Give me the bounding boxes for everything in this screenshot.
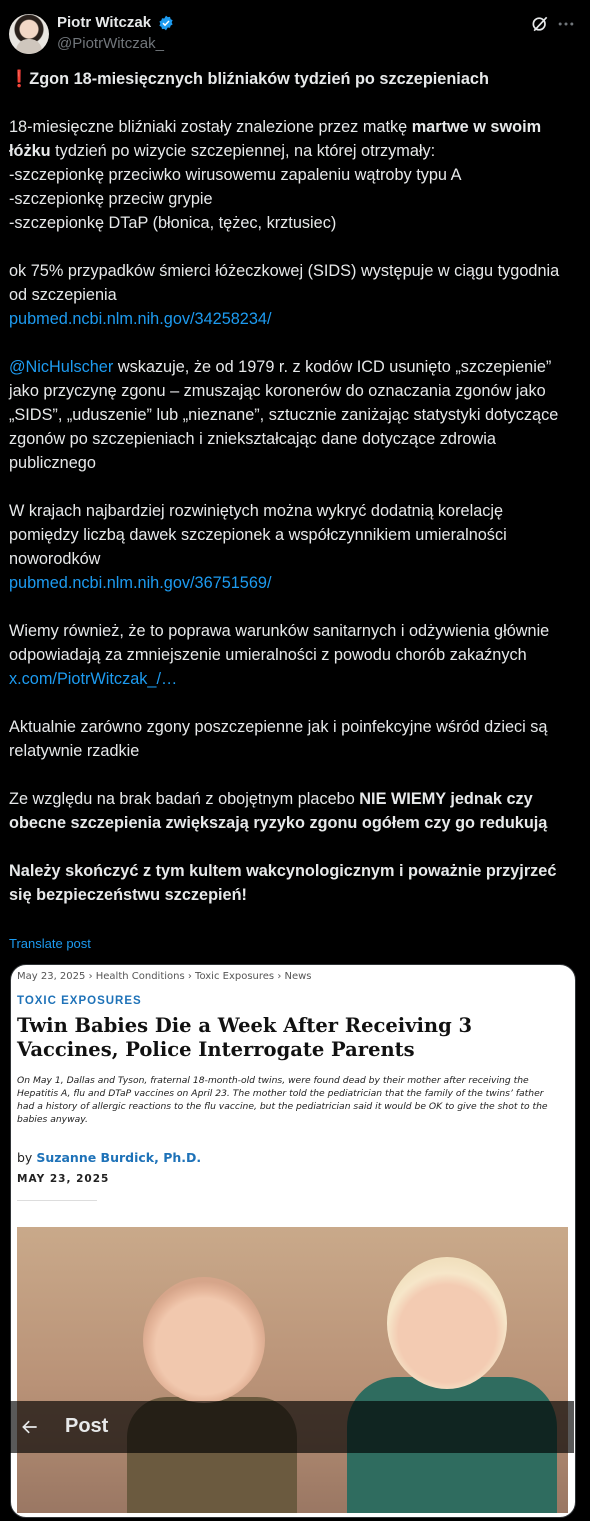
breadcrumb: May 23, 2025 › Health Conditions › Toxic Exposures › News (17, 971, 312, 982)
vaccine-list-item: -szczepionkę DTaP (błonica, tężec, krztusiec) (9, 214, 337, 232)
author-handle[interactable]: @PiotrWitczak_ (57, 35, 164, 52)
photo-figure (143, 1277, 265, 1403)
post-paragraph: @NicHulscher wskazuje, że od 1979 r. z kodów ICD usunięto „szczepienie” jako przyczynę zgonu – zmuszając koronerów do oznaczania zgonów jako „SIDS”, „uduszenie” lub „nieznane”, sztucznie zaniżając statystyki dotyczące zgonów po szczepieniach i zniekształcając dane dotyczące zdrowia publicznego (9, 358, 559, 472)
exclamation-icon: ❗ (9, 70, 30, 88)
divider (17, 1200, 97, 1201)
article-date: MAY 23, 2025 (17, 1173, 110, 1185)
pubmed-link[interactable]: pubmed.ncbi.nlm.nih.gov/34258234/ (9, 310, 272, 328)
post-paragraph: 18-miesięczne bliźniaki zostały znalezione przez matkę martwe w swoim łóżku tydzień po wizycie szczepiennej, na której otrzymały: -szczepionkę przeciwko wirusowemu zapaleniu wątroby typu A -szczepionkę przeciw grypie -szczepionkę DTaP (błonica, tężec, krztusiec) (9, 118, 542, 232)
photo-figure (387, 1257, 507, 1389)
translate-post-link[interactable]: Translate post (9, 936, 91, 951)
post-title: ❗Zgon 18-miesięcznych bliźniaków tydzień po szczepieniach (9, 70, 489, 88)
byline: by Suzanne Burdick, Ph.D. (17, 1150, 202, 1165)
pubmed-link[interactable]: pubmed.ncbi.nlm.nih.gov/36751569/ (9, 574, 272, 592)
post-paragraph: Ze względu na brak badań z obojętnym placebo NIE WIEMY jednak czy obecne szczepienia zwiększają ryzyko zgonu ogółem czy go redukują (9, 790, 548, 832)
vaccine-list-item: -szczepionkę przeciwko wirusowemu zapaleniu wątroby typu A (9, 166, 462, 184)
vaccine-list-item: -szczepionkę przeciw grypie (9, 190, 213, 208)
verified-badge-icon (158, 15, 174, 31)
author-name[interactable]: Piotr Witczak (57, 14, 152, 31)
post-paragraph: W krajach najbardziej rozwiniętych można wykryć dodatnią korelację pomiędzy liczbą dawek szczepionek a współczynnikiem umieralności noworodków pubmed.ncbi.nlm.nih.gov/36751569/ (9, 502, 507, 592)
post-paragraph: Aktualnie zarówno zgony poszczepienne jak i poinfekcyjne wśród dzieci są relatywnie rzadkie (9, 718, 548, 760)
post-body (9, 67, 569, 931)
x-link[interactable]: x.com/PiotrWitczak_/… (9, 670, 178, 688)
post-header (0, 0, 590, 60)
post-paragraph: Należy skończyć z tym kultem wakcynologicznym i poważnie przyjrzeć się bezpieczeństwu szczepień! (9, 862, 557, 904)
grok-icon[interactable] (530, 14, 550, 34)
avatar[interactable] (9, 14, 49, 54)
page-title: Post (65, 1415, 109, 1437)
post-paragraph: ok 75% przypadków śmierci łóżeczkowej (SIDS) występuje w ciągu tygodnia od szczepienia pubmed.ncbi.nlm.nih.gov/34258234/ (9, 262, 560, 328)
mention-link[interactable]: @NicHulscher (9, 358, 114, 376)
post-navigation-bar (10, 1401, 574, 1453)
article-summary: On May 1, Dallas and Tyson, fraternal 18-month-old twins, were found dead by their mother after receiving the Hepatitis A, flu and DTaP vaccines on April 23. The mother told the pediatrician that the family of the twins’ father had a history of allergic reactions to the flu vaccine, but the pediatrician said it would be OK to give the shot to the babies anyway. (17, 1075, 548, 1125)
more-icon[interactable] (556, 14, 576, 34)
article-author: Suzanne Burdick, Ph.D. (36, 1150, 202, 1165)
back-arrow-icon[interactable] (20, 1417, 40, 1437)
post-paragraph: Wiemy również, że to poprawa warunków sanitarnych i odżywienia głównie odpowiadają za zmniejszenie umieralności z powodu chorób zakaźnych x.com/PiotrWitczak_/… (9, 622, 550, 688)
article-photo (17, 1227, 568, 1513)
category-tag: TOXIC EXPOSURES (17, 995, 142, 1007)
article-headline: Twin Babies Die a Week After Receiving 3 Vaccines, Police Interrogate Parents (17, 1014, 473, 1061)
